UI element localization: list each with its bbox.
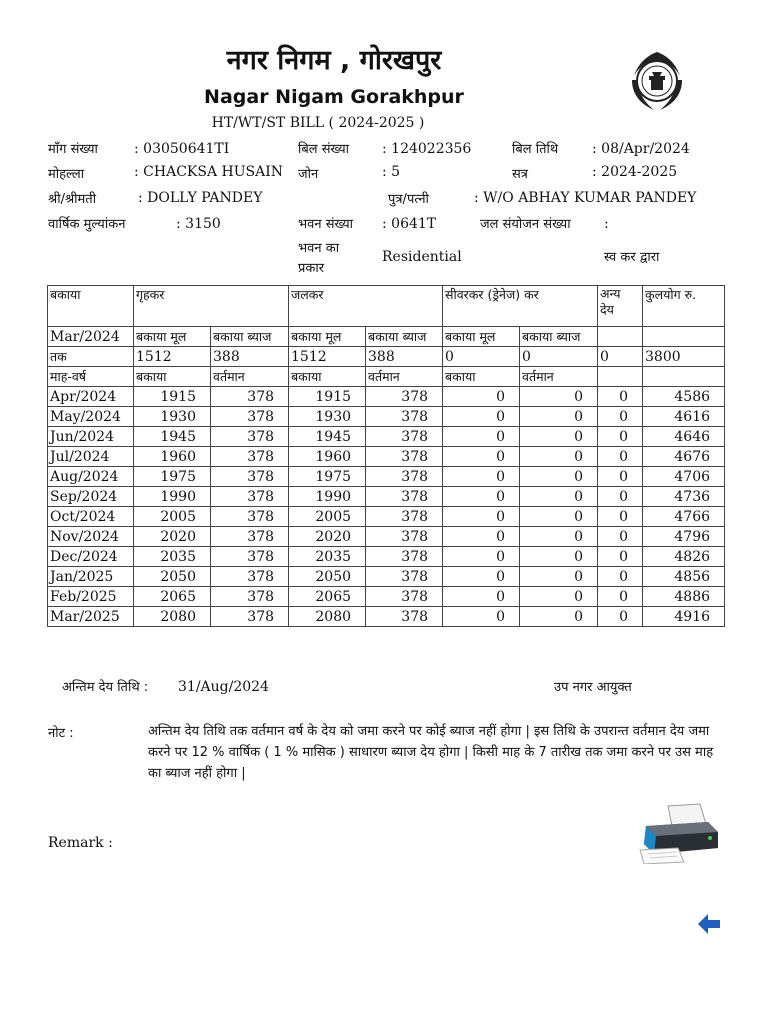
sewer-current-header: वर्तमान xyxy=(520,367,598,387)
arrear-month: Mar/2024 xyxy=(48,327,134,347)
relation-value: : W/O ABHAY KUMAR PANDEY xyxy=(474,190,697,206)
house-arrear-interest-header: बकाया ब्याज xyxy=(211,327,289,347)
assessment-type: स्व कर द्वारा xyxy=(604,250,660,265)
amount-cell: 378 xyxy=(211,387,289,407)
mohalla-value: : CHACKSA HUSAIN xyxy=(134,164,284,180)
bill-date-label: बिल तिथि xyxy=(512,142,559,157)
amount-cell: 0 xyxy=(520,467,598,487)
water-due-header: बकाया xyxy=(289,367,366,387)
month-year-header: माह-वर्ष xyxy=(48,367,134,387)
amount-cell: 0 xyxy=(598,547,643,567)
arrear-value: 0 xyxy=(598,347,643,367)
table-row xyxy=(48,527,725,547)
page-title-hindi: नगर निगम , गोरखपुर xyxy=(226,45,442,76)
session-label: सत्र xyxy=(512,167,528,182)
amount-cell: 0 xyxy=(520,607,598,627)
header-sewer-tax: सीवरकर (ड्रेनेज) कर xyxy=(443,286,598,327)
month-cell: Dec/2024 xyxy=(48,547,134,567)
mohalla-label: मोहल्ला xyxy=(48,167,85,182)
amount-cell: 2050 xyxy=(134,567,211,587)
amount-cell: 378 xyxy=(366,427,443,447)
amount-cell: 0 xyxy=(443,607,520,627)
month-cell: Jun/2024 xyxy=(48,427,134,447)
house-due-header: बकाया xyxy=(134,367,211,387)
month-cell: Oct/2024 xyxy=(48,507,134,527)
amount-cell: 0 xyxy=(443,407,520,427)
empty-cell xyxy=(598,367,643,387)
row-total-cell: 4766 xyxy=(643,507,725,527)
arrear-value: 1512 xyxy=(134,347,211,367)
amount-cell: 378 xyxy=(366,527,443,547)
amount-cell: 378 xyxy=(211,527,289,547)
table-row xyxy=(48,487,725,507)
table-row xyxy=(48,407,725,427)
commissioner-signature-label: उप नगर आयुक्त xyxy=(554,680,632,695)
amount-cell: 378 xyxy=(211,427,289,447)
month-cell: Aug/2024 xyxy=(48,467,134,487)
bill-type: HT/WT/ST BILL ( 2024-2025 ) xyxy=(211,115,425,131)
amount-cell: 1975 xyxy=(134,467,211,487)
empty-cell xyxy=(643,327,725,347)
month-cell: Apr/2024 xyxy=(48,387,134,407)
header-other-due-line1: अन्य xyxy=(600,286,621,301)
amount-cell: 378 xyxy=(366,567,443,587)
owner-label: श्री/श्रीमती xyxy=(48,192,97,207)
amount-cell: 0 xyxy=(520,547,598,567)
row-total-cell: 4916 xyxy=(643,607,725,627)
bill-no-label: बिल संख्या xyxy=(298,142,350,157)
zone-label: जोन xyxy=(298,167,319,182)
amount-cell: 1915 xyxy=(134,387,211,407)
row-total-cell: 4886 xyxy=(643,587,725,607)
amount-cell: 2005 xyxy=(289,507,366,527)
table-row xyxy=(48,547,725,567)
amount-cell: 2065 xyxy=(134,587,211,607)
building-type-label-1: भवन का xyxy=(298,241,340,256)
session-value: : 2024-2025 xyxy=(592,164,678,180)
table-row xyxy=(48,387,725,407)
amount-cell: 0 xyxy=(443,487,520,507)
sewer-arrear-principal-header: बकाया मूल xyxy=(443,327,520,347)
row-total-cell: 4616 xyxy=(643,407,725,427)
sewer-due-header: बकाया xyxy=(443,367,520,387)
amount-cell: 378 xyxy=(366,487,443,507)
amount-cell: 0 xyxy=(443,507,520,527)
amount-cell: 0 xyxy=(598,507,643,527)
arrear-value: 388 xyxy=(211,347,289,367)
amount-cell: 1990 xyxy=(134,487,211,507)
amount-cell: 0 xyxy=(598,467,643,487)
amount-cell: 1945 xyxy=(134,427,211,447)
empty-cell xyxy=(643,367,725,387)
amount-cell: 0 xyxy=(520,427,598,447)
header-total: कुलयोग रु. xyxy=(643,286,725,327)
empty-cell xyxy=(598,327,643,347)
water-connection-value: : xyxy=(604,216,609,232)
table-row xyxy=(48,607,725,627)
building-type-label-2: प्रकार xyxy=(298,261,325,276)
row-total-cell: 4826 xyxy=(643,547,725,567)
amount-cell: 0 xyxy=(520,387,598,407)
amount-cell: 0 xyxy=(598,567,643,587)
annual-value-label: वार्षिक मुल्यांकन xyxy=(48,217,126,232)
water-connection-label: जल संयोजन संख्या xyxy=(480,217,571,232)
amount-cell: 378 xyxy=(366,407,443,427)
building-no-value: : 0641T xyxy=(382,216,437,232)
bill-no-value: : 124022356 xyxy=(382,141,472,157)
arrear-subheader-row xyxy=(48,327,725,347)
row-total-cell: 4856 xyxy=(643,567,725,587)
amount-cell: 378 xyxy=(366,447,443,467)
month-cell: Sep/2024 xyxy=(48,487,134,507)
amount-cell: 378 xyxy=(366,587,443,607)
printer-icon[interactable] xyxy=(638,802,722,864)
row-total-cell: 4706 xyxy=(643,467,725,487)
month-cell: Nov/2024 xyxy=(48,527,134,547)
amount-cell: 1930 xyxy=(289,407,366,427)
amount-cell: 0 xyxy=(598,487,643,507)
back-arrow-icon[interactable] xyxy=(696,912,722,936)
row-total-cell: 4646 xyxy=(643,427,725,447)
amount-cell: 0 xyxy=(520,447,598,467)
amount-cell: 0 xyxy=(443,427,520,447)
arrear-value: 388 xyxy=(366,347,443,367)
amount-cell: 378 xyxy=(366,547,443,567)
amount-cell: 2035 xyxy=(134,547,211,567)
amount-cell: 378 xyxy=(211,547,289,567)
amount-cell: 2050 xyxy=(289,567,366,587)
amount-cell: 0 xyxy=(598,387,643,407)
header-water-tax: जलकर xyxy=(289,286,443,327)
amount-cell: 2080 xyxy=(289,607,366,627)
amount-cell: 378 xyxy=(366,467,443,487)
demand-no-label: माँग संख्या xyxy=(48,142,98,157)
row-total-cell: 4796 xyxy=(643,527,725,547)
header-arrears: बकाया xyxy=(48,286,134,327)
amount-cell: 1960 xyxy=(289,447,366,467)
month-cell: Jul/2024 xyxy=(48,447,134,467)
amount-cell: 378 xyxy=(366,607,443,627)
building-no-label: भवन संख्या xyxy=(298,217,354,232)
zone-value: : 5 xyxy=(382,164,401,180)
header-other-due-line2: देय xyxy=(600,302,614,317)
row-total-cell: 4586 xyxy=(643,387,725,407)
amount-cell: 1945 xyxy=(289,427,366,447)
amount-cell: 0 xyxy=(443,527,520,547)
amount-cell: 0 xyxy=(443,587,520,607)
amount-cell: 2020 xyxy=(289,527,366,547)
table-row xyxy=(48,447,725,467)
header-house-tax: गृहकर xyxy=(134,286,289,327)
month-cell: Jan/2025 xyxy=(48,567,134,587)
row-total-cell: 4676 xyxy=(643,447,725,467)
month-cell: Mar/2025 xyxy=(48,607,134,627)
house-arrear-principal-header: बकाया मूल xyxy=(134,327,211,347)
month-cell: May/2024 xyxy=(48,407,134,427)
amount-cell: 0 xyxy=(520,587,598,607)
amount-cell: 0 xyxy=(520,567,598,587)
nagar-nigam-emblem-icon xyxy=(626,50,688,112)
amount-cell: 378 xyxy=(366,387,443,407)
relation-label: पुत्र/पत्नी xyxy=(388,192,429,207)
amount-cell: 378 xyxy=(211,567,289,587)
amount-cell: 0 xyxy=(520,507,598,527)
page-title-english: Nagar Nigam Gorakhpur xyxy=(204,86,464,108)
house-current-header: वर्तमान xyxy=(211,367,289,387)
arrear-to: तक xyxy=(48,347,134,367)
note-text: अन्तिम देय तिथि तक वर्तमान वर्ष के देय को जमा करने पर कोई ब्याज नहीं होगा | इस तिथि के उपरान्त वर्तमान देय जमा करने पर 12 % वार्षिक ( 1 % मासिक ) साधारण ब्याज देय होगा | किसी माह के 7 तारीख तक जमा करने पर उस माह का ब्याज नहीं होगा | xyxy=(148,724,714,781)
amount-cell: 378 xyxy=(211,467,289,487)
water-arrear-principal-header: बकाया मूल xyxy=(289,327,366,347)
amount-cell: 0 xyxy=(598,527,643,547)
amount-cell: 0 xyxy=(443,447,520,467)
amount-cell: 0 xyxy=(598,427,643,447)
table-row xyxy=(48,427,725,447)
arrear-value: 0 xyxy=(443,347,520,367)
arrear-value: 1512 xyxy=(289,347,366,367)
amount-cell: 0 xyxy=(443,567,520,587)
amount-cell: 0 xyxy=(443,387,520,407)
amount-cell: 378 xyxy=(211,407,289,427)
amount-cell: 378 xyxy=(366,507,443,527)
amount-cell: 1915 xyxy=(289,387,366,407)
table-row xyxy=(48,567,725,587)
amount-cell: 378 xyxy=(211,507,289,527)
amount-cell: 2065 xyxy=(289,587,366,607)
table-row xyxy=(48,467,725,487)
amount-cell: 378 xyxy=(211,487,289,507)
amount-cell: 0 xyxy=(598,447,643,467)
owner-value: : DOLLY PANDEY xyxy=(138,190,263,206)
remark-label: Remark : xyxy=(48,835,113,851)
amount-cell: 378 xyxy=(211,607,289,627)
water-arrear-interest-header: बकाया ब्याज xyxy=(366,327,443,347)
amount-cell: 1975 xyxy=(289,467,366,487)
arrear-values-row xyxy=(48,347,725,367)
row-total-cell: 4736 xyxy=(643,487,725,507)
last-date-label: अन्तिम देय तिथि : xyxy=(62,680,149,695)
bill-date-value: : 08/Apr/2024 xyxy=(592,141,690,157)
annual-value-value: : 3150 xyxy=(176,216,221,232)
amount-cell: 0 xyxy=(598,607,643,627)
amount-cell: 2005 xyxy=(134,507,211,527)
amount-cell: 0 xyxy=(598,587,643,607)
amount-cell: 0 xyxy=(443,547,520,567)
monthly-subheader-row xyxy=(48,367,725,387)
table-row xyxy=(48,507,725,527)
amount-cell: 378 xyxy=(211,587,289,607)
table-row xyxy=(48,587,725,607)
amount-cell: 0 xyxy=(520,487,598,507)
amount-cell: 0 xyxy=(598,407,643,427)
amount-cell: 1930 xyxy=(134,407,211,427)
note-label: नोट : xyxy=(48,726,74,741)
month-cell: Feb/2025 xyxy=(48,587,134,607)
amount-cell: 2020 xyxy=(134,527,211,547)
amount-cell: 1960 xyxy=(134,447,211,467)
amount-cell: 1990 xyxy=(289,487,366,507)
bill-table xyxy=(47,285,725,627)
amount-cell: 0 xyxy=(520,527,598,547)
building-type-value: Residential xyxy=(382,249,462,265)
amount-cell: 0 xyxy=(520,407,598,427)
amount-cell: 0 xyxy=(443,467,520,487)
water-current-header: वर्तमान xyxy=(366,367,443,387)
last-date-value: 31/Aug/2024 xyxy=(178,679,269,695)
header-other-due xyxy=(598,286,643,327)
demand-no-value: : 03050641TI xyxy=(134,141,230,157)
sewer-arrear-interest-header: बकाया ब्याज xyxy=(520,327,598,347)
arrear-value: 0 xyxy=(520,347,598,367)
arrear-total: 3800 xyxy=(643,347,725,367)
amount-cell: 2035 xyxy=(289,547,366,567)
amount-cell: 378 xyxy=(211,447,289,467)
table-header-row xyxy=(48,286,725,327)
amount-cell: 2080 xyxy=(134,607,211,627)
